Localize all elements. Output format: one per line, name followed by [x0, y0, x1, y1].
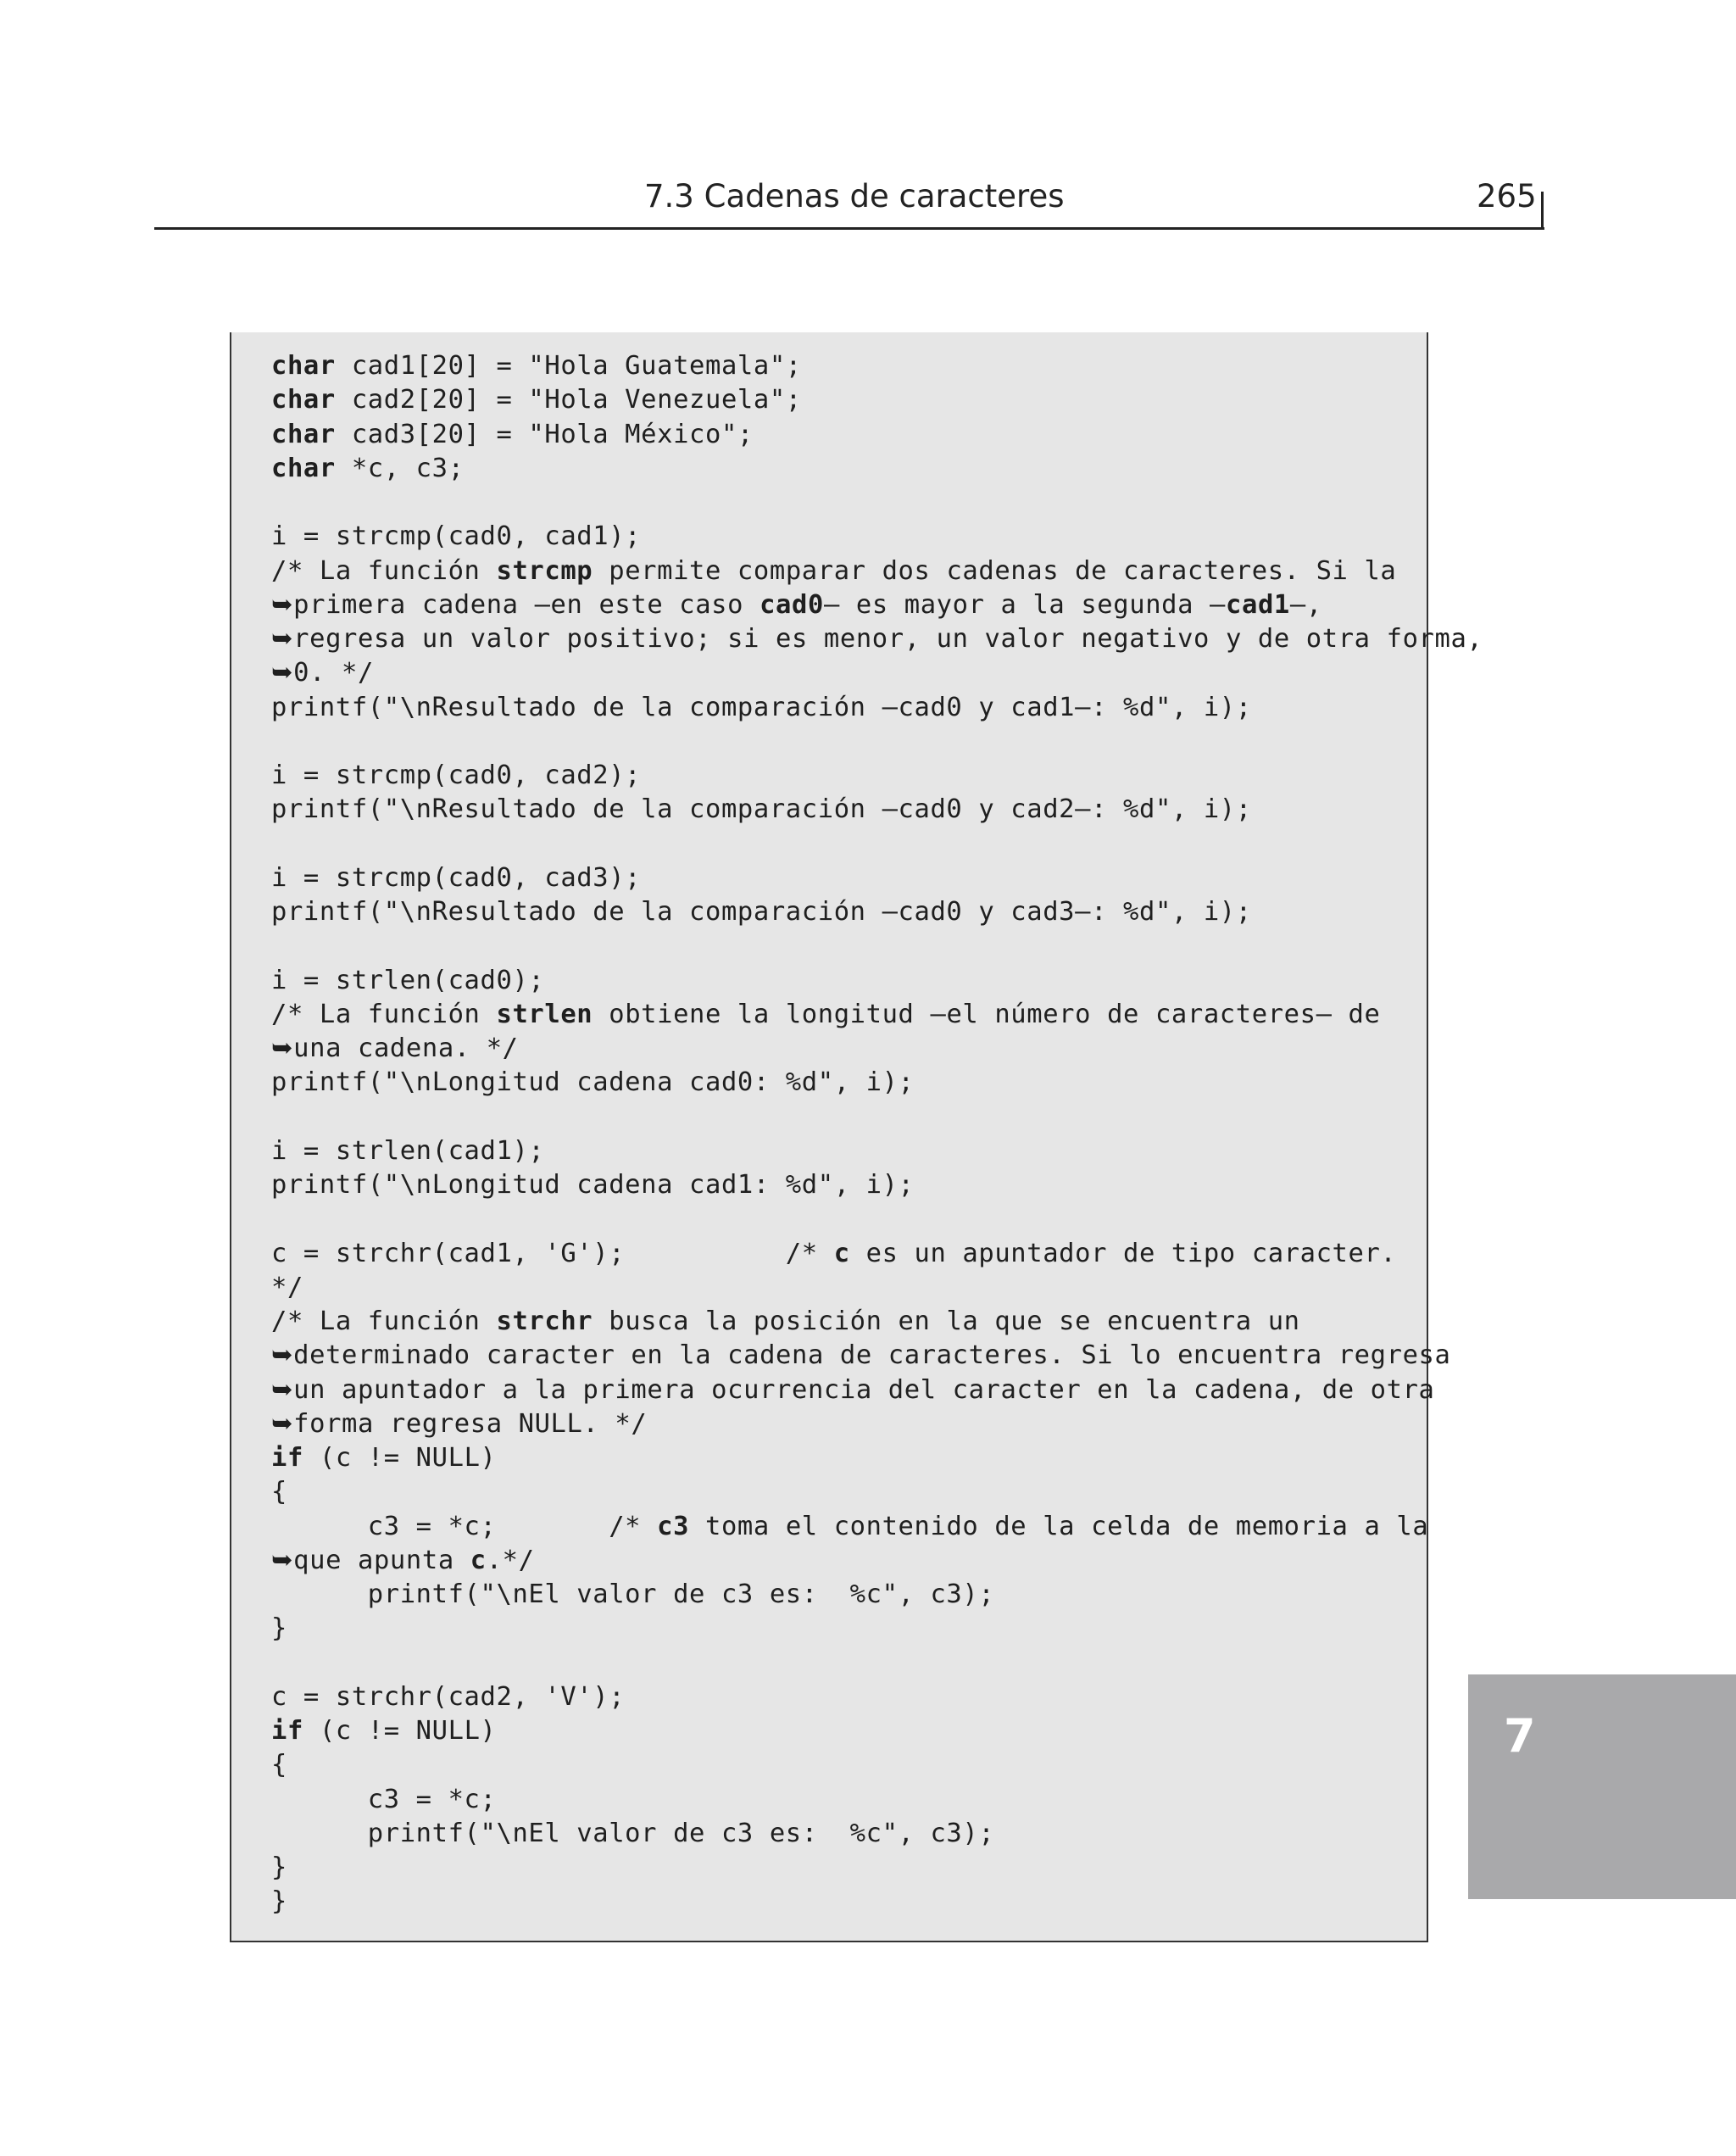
code-text: { [271, 1750, 287, 1780]
code-line [271, 759, 1483, 793]
code-line [271, 929, 1483, 963]
code-text: } [271, 1886, 287, 1917]
code-text: toma el contenido de la celda de memoria a la [689, 1511, 1429, 1541]
code-line [271, 1680, 1483, 1714]
code-keyword: strchr [496, 1306, 593, 1336]
header-rule [154, 227, 1544, 230]
code-text: /* La función [271, 1306, 497, 1336]
code-line [271, 1202, 1483, 1236]
code-keyword: char [271, 385, 336, 415]
code-keyword: c [833, 1238, 850, 1268]
code-line [271, 1578, 1483, 1612]
header-rule-tick [1541, 192, 1544, 230]
code-text: c = strchr(cad1, 'G'); /* [271, 1238, 834, 1268]
code-text: determinado caracter en la cadena de caracteres. Si lo encuentra regresa [293, 1340, 1451, 1371]
code-text: { [271, 1477, 287, 1507]
code-text: forma regresa NULL. */ [293, 1408, 648, 1439]
code-text: i = strcmp(cad0, cad1); [271, 521, 642, 552]
code-line [271, 622, 1483, 656]
code-line [271, 1407, 1483, 1441]
code-line [271, 486, 1483, 520]
code-line [271, 588, 1483, 622]
code-line [271, 1544, 1483, 1578]
code-keyword: if [271, 1443, 303, 1473]
code-text: printf("\nResultado de la comparación —cad0 y cad1—: %d", i); [271, 692, 1252, 722]
page-number: 265 [1477, 178, 1537, 214]
line-continuation-arrow-icon: ➥ [271, 1545, 294, 1575]
code-listing [271, 349, 1483, 1919]
code-line [271, 998, 1483, 1032]
code-text: printf("\nResultado de la comparación —cad0 y cad2—: %d", i); [271, 794, 1252, 825]
code-keyword: strcmp [496, 555, 593, 586]
code-text: i = strcmp(cad0, cad3); [271, 862, 642, 893]
code-text: i = strcmp(cad0, cad2); [271, 760, 642, 790]
code-line [271, 1510, 1483, 1544]
code-text: (c != NULL) [303, 1716, 497, 1746]
code-text: cad2[20] = "Hola Venezuela"; [335, 385, 802, 415]
code-line [271, 1032, 1483, 1066]
code-line [271, 418, 1483, 452]
code-listing-box [230, 332, 1483, 1942]
chapter-number: 7 [1504, 1709, 1536, 1763]
code-text: regresa un valor positivo; si es menor, un valor negativo y de otra forma, [293, 624, 1483, 654]
code-keyword: c [470, 1545, 487, 1575]
code-keyword: cad1 [1226, 589, 1290, 620]
code-text: busca la posición en la que se encuentra un [593, 1306, 1300, 1336]
code-line [271, 964, 1483, 998]
code-line [271, 1168, 1483, 1202]
code-line [271, 1441, 1483, 1475]
code-line [271, 793, 1483, 827]
code-line [271, 383, 1483, 417]
code-keyword: char [271, 351, 336, 381]
code-text: una cadena. */ [293, 1033, 519, 1063]
code-keyword: char [271, 453, 336, 483]
code-line [271, 1817, 1483, 1851]
code-keyword: c3 [657, 1511, 690, 1541]
code-line [271, 452, 1483, 486]
code-text: } [271, 1852, 287, 1882]
line-continuation-arrow-icon: ➥ [271, 1374, 294, 1405]
code-text: .*/ [486, 1545, 535, 1575]
code-line [271, 1237, 1483, 1271]
code-line [271, 1748, 1483, 1782]
code-keyword: cad0 [760, 589, 824, 620]
code-line [271, 725, 1483, 759]
code-text: c3 = *c; /* [271, 1511, 658, 1541]
code-text: permite comparar dos cadenas de caracteres. Si la [593, 555, 1397, 586]
code-text: —, [1289, 589, 1322, 620]
code-line [271, 1339, 1483, 1373]
code-text: obtiene la longitud —el número de caracteres— de [593, 999, 1381, 1029]
code-text: (c != NULL) [303, 1443, 497, 1473]
code-line [271, 895, 1483, 929]
code-keyword: if [271, 1716, 303, 1746]
code-line [271, 1134, 1483, 1168]
line-continuation-arrow-icon: ➥ [271, 589, 294, 620]
code-text: 0. */ [293, 658, 374, 688]
code-line [271, 1646, 1483, 1680]
code-text: es un apuntador de tipo caracter. [849, 1238, 1397, 1268]
code-text: /* La función [271, 555, 497, 586]
line-continuation-arrow-icon: ➥ [271, 658, 294, 688]
code-text: } [271, 1613, 287, 1644]
code-line [271, 861, 1483, 895]
code-text: /* La función [271, 999, 497, 1029]
code-text: *c, c3; [335, 453, 465, 483]
code-line [271, 656, 1483, 690]
code-text: — es mayor a la segunda — [823, 589, 1227, 620]
code-line [271, 691, 1483, 725]
code-text: i = strlen(cad0); [271, 965, 545, 995]
line-continuation-arrow-icon: ➥ [271, 1408, 294, 1439]
code-line [271, 1475, 1483, 1509]
code-text: */ [271, 1272, 303, 1302]
code-text: que apunta [293, 1545, 470, 1575]
code-line [271, 554, 1483, 588]
code-line [271, 520, 1483, 554]
code-line [271, 1885, 1483, 1919]
code-line [271, 1100, 1483, 1134]
code-text: un apuntador a la primera ocurrencia del caracter en la cadena, de otra [293, 1374, 1435, 1405]
code-text: c3 = *c; [271, 1784, 497, 1814]
running-header-title: 7.3 Cadenas de caracteres [644, 178, 1065, 214]
code-line [271, 1373, 1483, 1407]
code-text: i = strlen(cad1); [271, 1135, 545, 1166]
code-keyword: strlen [496, 999, 593, 1029]
code-line [271, 349, 1483, 383]
code-line [271, 1612, 1483, 1646]
line-continuation-arrow-icon: ➥ [271, 624, 294, 654]
chapter-thumb-tab [1468, 1674, 1736, 1899]
code-line [271, 827, 1483, 861]
code-line [271, 1271, 1483, 1305]
code-text: printf("\nLongitud cadena cad0: %d", i); [271, 1067, 915, 1098]
code-text: printf("\nResultado de la comparación —cad0 y cad3—: %d", i); [271, 897, 1252, 927]
code-text: primera cadena —en este caso [293, 589, 760, 620]
code-text: printf("\nEl valor de c3 es: %c", c3); [271, 1579, 995, 1609]
code-text: c = strchr(cad2, 'V'); [271, 1681, 626, 1712]
line-continuation-arrow-icon: ➥ [271, 1340, 294, 1371]
code-line [271, 1714, 1483, 1748]
code-text: printf("\nEl valor de c3 es: %c", c3); [271, 1818, 995, 1848]
line-continuation-arrow-icon: ➥ [271, 1033, 294, 1063]
code-text: printf("\nLongitud cadena cad1: %d", i); [271, 1170, 915, 1200]
code-text: cad1[20] = "Hola Guatemala"; [335, 351, 802, 381]
code-line [271, 1783, 1483, 1817]
code-keyword: char [271, 419, 336, 449]
code-line [271, 1066, 1483, 1100]
code-text: cad3[20] = "Hola México"; [335, 419, 754, 449]
code-line [271, 1851, 1483, 1885]
code-line [271, 1305, 1483, 1339]
